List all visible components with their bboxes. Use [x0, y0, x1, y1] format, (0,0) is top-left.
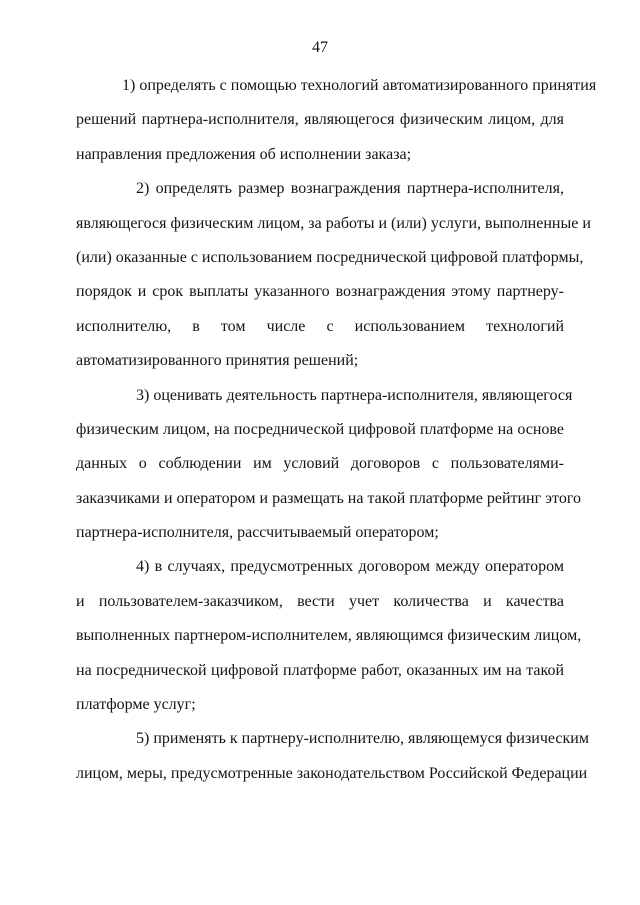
document-body [76, 69, 597, 791]
paragraph-item-2 [76, 172, 591, 378]
paragraph-line: (или) оказанные с использованием посреднической цифровой платформы, [76, 248, 584, 266]
paragraph-line: физическим лицом, на посреднической цифровой платформе на основе [76, 420, 564, 438]
paragraph-line: 4) в случаях, предусмотренных договором между оператором [136, 558, 564, 576]
paragraph-line: исполнителю, в том числе с использованием технологий [76, 317, 564, 335]
paragraph-line: партнера-исполнителя, рассчитываемый оператором; [76, 524, 439, 542]
paragraph-line: 3) оценивать деятельность партнера-исполнителя, являющегося [136, 386, 573, 404]
paragraph-line: лицом, меры, предусмотренные законодательством Российской Федерации [76, 764, 588, 782]
paragraph-line: на посреднической цифровой платформе работ, оказанных им на такой [76, 661, 564, 679]
paragraph-line: 1) определять с помощью технологий автоматизированного принятия [122, 77, 597, 94]
paragraph-line: выполненных партнером-исполнителем, являющимся физическим лицом, [76, 627, 582, 645]
paragraph-line: и пользователем-заказчиком, вести учет количества и качества [76, 592, 564, 610]
paragraph-line: направления предложения об исполнении заказа; [76, 145, 412, 163]
paragraph-item-4 [76, 550, 582, 722]
paragraph-line: порядок и срок выплаты указанного вознаграждения этому партнеру- [76, 283, 564, 301]
paragraph-line: решений партнера-исполнителя, являющегося физическим лицом, для [76, 111, 564, 129]
paragraph-line: 5) применять к партнеру-исполнителю, являющемуся физическим [136, 730, 589, 748]
paragraph-item-3 [76, 379, 581, 551]
paragraph-item-1 [76, 69, 597, 172]
paragraph-item-5 [76, 722, 589, 791]
paragraph-line: автоматизированного принятия решений; [76, 352, 359, 370]
paragraph-line: являющегося физическим лицом, за работы и (или) услуги, выполненные и [76, 214, 591, 232]
paragraph-line: заказчиками и оператором и размещать на такой платформе рейтинг этого [76, 489, 581, 507]
paragraph-line: платформе услуг; [76, 696, 196, 714]
page-number: 47 [312, 39, 328, 56]
paragraph-line: 2) определять размер вознаграждения партнера-исполнителя, [136, 180, 564, 198]
paragraph-line: данных о соблюдении им условий договоров с пользователями- [76, 455, 564, 473]
